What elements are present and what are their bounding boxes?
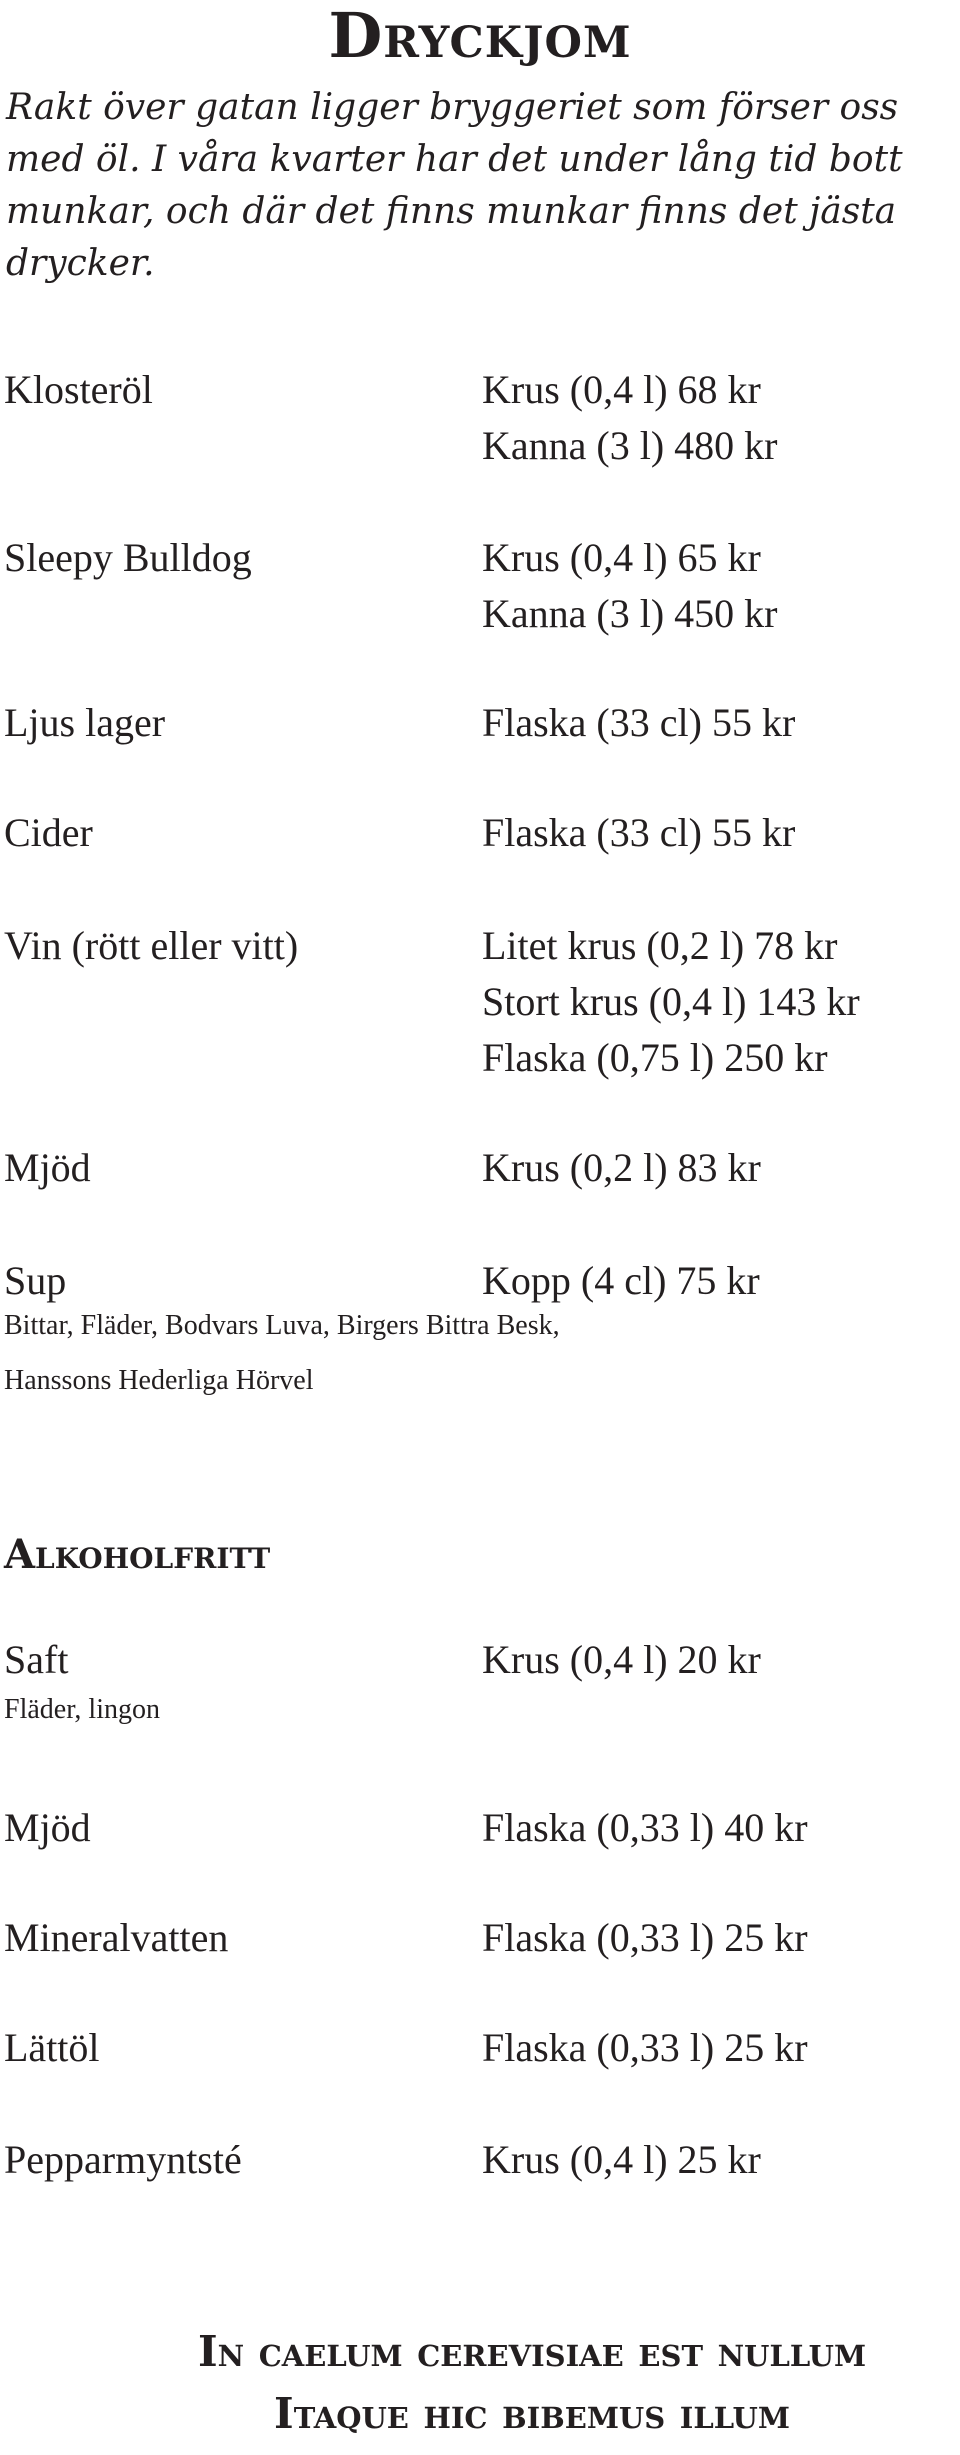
- intro-text: Rakt över gatan ligger bryggeriet som förser oss med öl. I våra kvarter har det under lång tid bott munkar, och där det finns munkar finns det jästa drycker.: [6, 87, 903, 284]
- item-prices: [482, 805, 795, 861]
- item-prices: [482, 2132, 761, 2188]
- item-name: Ljus lager: [4, 700, 166, 745]
- item-prices: [482, 2020, 808, 2076]
- item-price: Flaska (33 cl) 55 kr: [482, 810, 796, 855]
- item-name: Mjöd: [4, 1805, 91, 1850]
- item-name: Cider: [4, 810, 93, 855]
- motto-line-1: In caelum cerevisiae est nullum: [197, 2327, 867, 2376]
- item-prices: [482, 1140, 761, 1196]
- item-name: Klosteröl: [4, 367, 153, 412]
- item-name: Vin (rött eller vitt): [4, 923, 299, 968]
- item-name: Saft: [4, 1637, 69, 1682]
- item-name: Sup: [4, 1258, 67, 1303]
- item-prices: [482, 1910, 808, 1966]
- item-price: Flaska (0,33 l) 25 kr: [482, 1915, 808, 1960]
- item-price: Krus (0,4 l) 20 kr: [482, 1637, 761, 1682]
- item-description: Fläder, lingon: [4, 1694, 160, 1725]
- item-price: Krus (0,4 l) 25 kr: [482, 2137, 761, 2182]
- item-prices: [482, 695, 795, 751]
- item-name: Mjöd: [4, 1145, 91, 1190]
- item-prices: [482, 1632, 761, 1688]
- item-name: Pepparmyntsté: [4, 2137, 242, 2182]
- item-price: Litet krus (0,2 l) 78 kr: [482, 923, 838, 968]
- item-name: Lättöl: [4, 2025, 100, 2070]
- item-price: Krus (0,4 l) 65 kr: [482, 535, 761, 580]
- item-price: Flaska (0,75 l) 250 kr: [482, 1035, 828, 1080]
- item-prices: [482, 362, 777, 474]
- item-price: Flaska (0,33 l) 40 kr: [482, 1805, 808, 1850]
- item-description: Hanssons Hederliga Hörvel: [4, 1365, 314, 1396]
- item-price: Kanna (3 l) 450 kr: [482, 591, 778, 636]
- item-price: Flaska (0,33 l) 25 kr: [482, 2025, 808, 2070]
- section-heading-alkoholfritt: Alkoholfritt: [4, 1531, 271, 1578]
- item-prices: [482, 1800, 808, 1856]
- item-price: Stort krus (0,4 l) 143 kr: [482, 979, 860, 1024]
- item-prices: [482, 918, 860, 1086]
- item-price: Kopp (4 cl) 75 kr: [482, 1258, 760, 1303]
- item-price: Krus (0,4 l) 68 kr: [482, 367, 761, 412]
- item-price: Krus (0,2 l) 83 kr: [482, 1145, 761, 1190]
- item-description: Bittar, Fläder, Bodvars Luva, Birgers Bittra Besk,: [4, 1310, 560, 1341]
- page-title: Dryckjom: [328, 0, 632, 72]
- item-name: Sleepy Bulldog: [4, 535, 252, 580]
- item-price: Flaska (33 cl) 55 kr: [482, 700, 796, 745]
- item-name: Mineralvatten: [4, 1915, 229, 1960]
- motto-line-2: Itaque hic bibemus illum: [274, 2389, 790, 2438]
- item-price: Kanna (3 l) 480 kr: [482, 423, 778, 468]
- item-prices: [482, 530, 777, 642]
